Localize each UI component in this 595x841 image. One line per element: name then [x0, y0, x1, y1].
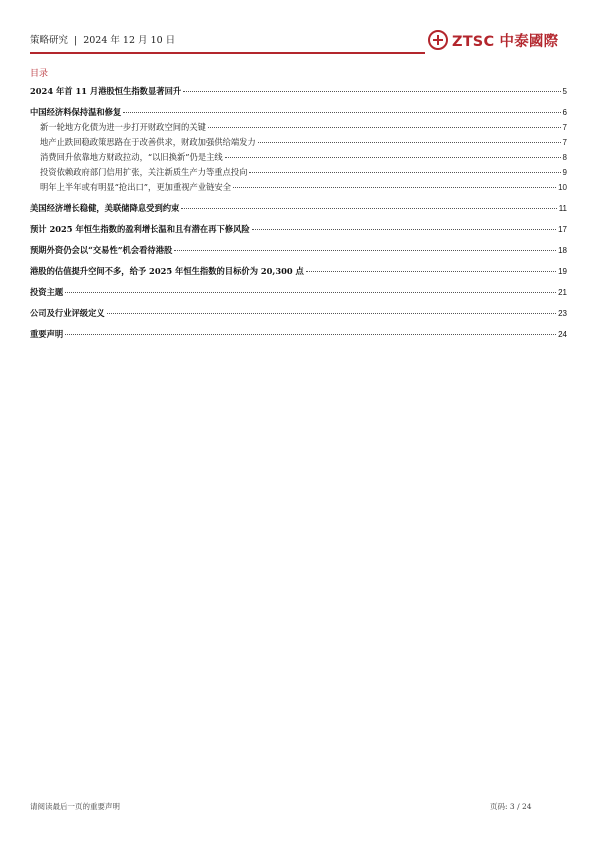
toc-entry-page: 11: [558, 204, 567, 213]
toc-entry-page: 23: [558, 309, 567, 318]
toc-entry-title: 2024 年首 11 月港股恒生指数显著回升: [30, 86, 182, 96]
header-divider: [30, 52, 425, 54]
toc-leader-dots: [107, 313, 556, 314]
toc-entry[interactable]: [30, 223, 567, 238]
header-separator: |: [74, 35, 78, 46]
toc-entry[interactable]: [30, 244, 567, 259]
toc-leader-dots: [225, 157, 561, 158]
report-date: 2024 年 12 月 10 日: [83, 35, 176, 46]
page-header: [30, 32, 175, 46]
toc-entry-title: 港股的估值提升空间不多，给予 2025 年恒生指数的目标价为 20,300 点: [30, 266, 304, 276]
toc-entry[interactable]: [30, 202, 567, 217]
toc-entry-page: 19: [558, 267, 567, 276]
toc-entry-title: 预期外资仍会以“交易性”机会看待港股: [30, 245, 173, 255]
toc-entry-title: 投资依赖政府部门信用扩张，关注新质生产力等重点投向: [40, 167, 248, 177]
toc-leader-dots: [258, 142, 561, 143]
footer-page-number: 页码: 3 / 24: [490, 802, 532, 811]
toc-entry[interactable]: [30, 181, 567, 196]
toc-entry-page: 17: [558, 225, 567, 234]
toc-entry-title: 公司及行业评级定义: [30, 308, 105, 318]
toc-entry-title: 地产止跌回稳政策思路在于改善供求，财政加强供给端发力: [40, 137, 256, 147]
table-of-contents: [30, 85, 567, 343]
toc-leader-dots: [208, 127, 561, 128]
report-category: 策略研究: [30, 35, 69, 46]
toc-leader-dots: [249, 172, 560, 173]
toc-entry-title: 新一轮地方化债为进一步打开财政空间的关键: [40, 122, 206, 132]
toc-entry-page: 10: [558, 183, 567, 192]
toc-entry[interactable]: [30, 286, 567, 301]
toc-leader-dots: [174, 250, 556, 251]
toc-entry[interactable]: [30, 307, 567, 322]
toc-entry-title: 重要声明: [30, 329, 64, 339]
toc-entry[interactable]: [30, 328, 567, 343]
toc-entry-page: 7: [562, 138, 567, 147]
toc-leader-dots: [306, 271, 556, 272]
toc-entry-page: 9: [562, 168, 567, 177]
toc-leader-dots: [65, 334, 556, 335]
toc-entry[interactable]: [30, 106, 567, 121]
toc-title: 目录: [30, 69, 49, 79]
toc-entry-page: 24: [558, 330, 567, 339]
toc-entry[interactable]: [30, 136, 567, 151]
toc-entry-page: 8: [562, 153, 567, 162]
toc-entry-page: 5: [562, 87, 567, 96]
toc-leader-dots: [233, 187, 556, 188]
toc-entry-page: 21: [558, 288, 567, 297]
toc-entry-title: 明年上半年或有明显“抢出口”，更加重视产业链安全: [40, 182, 232, 192]
toc-entry-title: 投资主题: [30, 287, 64, 297]
footer-notice: 请阅读最后一页的重要声明: [30, 802, 120, 811]
logo-text: ZTSC 中泰國際: [452, 33, 559, 50]
logo-mark-icon: [428, 30, 448, 50]
toc-entry[interactable]: [30, 121, 567, 136]
toc-leader-dots: [252, 229, 556, 230]
toc-entry[interactable]: [30, 85, 567, 100]
toc-leader-dots: [65, 292, 556, 293]
company-logo: [428, 29, 558, 51]
toc-entry-page: 6: [562, 108, 567, 117]
toc-entry-page: 18: [558, 246, 567, 255]
toc-entry-title: 美国经济增长稳健，美联储降息受到约束: [30, 203, 180, 213]
toc-leader-dots: [183, 91, 560, 92]
toc-entry[interactable]: [30, 151, 567, 166]
toc-entry-title: 消费回升依靠地方财政拉动，“以旧换新”仍是主线: [40, 152, 223, 162]
toc-entry-title: 预计 2025 年恒生指数的盈利增长温和且有潜在再下修风险: [30, 224, 250, 234]
toc-leader-dots: [123, 112, 560, 113]
toc-leader-dots: [181, 208, 556, 209]
toc-entry[interactable]: [30, 265, 567, 280]
toc-entry[interactable]: [30, 166, 567, 181]
toc-entry-page: 7: [562, 123, 567, 132]
toc-entry-title: 中国经济料保持温和修复: [30, 107, 122, 117]
